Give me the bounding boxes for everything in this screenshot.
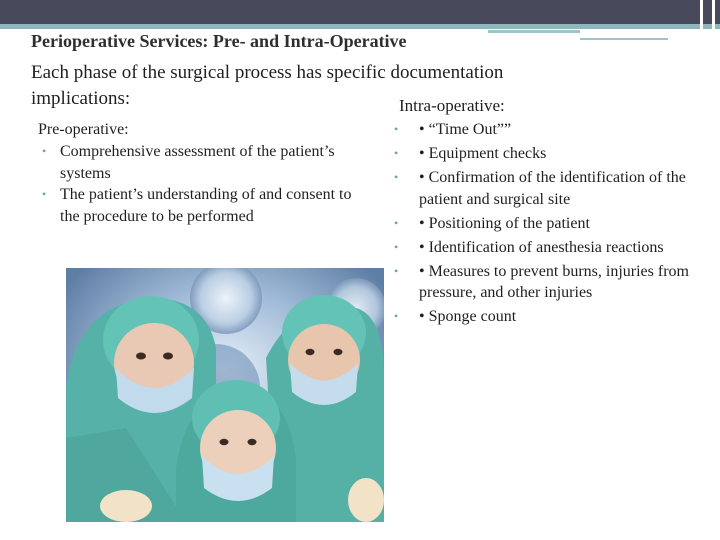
list-item [390, 119, 715, 141]
bullet-icon: • [394, 146, 399, 160]
list-item-text: The patient’s understanding of and consent to the procedure to be performed [60, 186, 352, 225]
list-item-text: • Sponge count [419, 308, 517, 325]
list-item-text: Comprehensive assessment of the patient’s systems [60, 143, 335, 182]
bullet-icon: • [394, 170, 399, 184]
title-underline-segment [488, 30, 580, 33]
list-item [390, 213, 715, 235]
bullet-icon: • [394, 263, 399, 278]
list-item [390, 237, 715, 259]
bullet-icon: • [394, 215, 399, 230]
bullet-icon: • [42, 187, 47, 201]
bullet-icon: • [394, 239, 399, 254]
bullet-icon: • [42, 144, 47, 158]
list-item [38, 141, 368, 184]
list-item-text: • “Time Out”” [419, 121, 512, 138]
top-accent-stripe [0, 24, 720, 29]
list-item-text: • Measures to prevent burns, injuries from pressure, and other injuries [419, 262, 689, 301]
bullet-icon: • [394, 122, 399, 136]
intra-operative-section [390, 95, 715, 330]
surgical-team-photo [66, 268, 384, 522]
pre-operative-list [38, 141, 368, 227]
intra-operative-heading: Intra-operative: [399, 96, 505, 115]
corner-divider [712, 0, 715, 48]
list-item [390, 306, 715, 328]
corner-divider [700, 0, 703, 48]
list-item [390, 167, 715, 210]
pre-operative-section [38, 119, 368, 227]
list-item [390, 261, 715, 304]
list-item-text: • Equipment checks [419, 145, 547, 162]
slide-title: Perioperative Services: Pre- and Intra-Operative [31, 31, 407, 51]
pre-operative-heading: Pre-operative: [38, 121, 129, 138]
list-item-text: • Positioning of the patient [419, 214, 590, 232]
title-underline-segment [580, 38, 668, 40]
top-banner-bar [0, 0, 720, 24]
list-item-text: • Identification of anesthesia reactions [419, 238, 664, 256]
list-item [390, 143, 715, 165]
bullet-icon: • [394, 309, 399, 323]
list-item-text: • Confirmation of the identification of the patient and surgical site [419, 169, 686, 208]
list-item [38, 184, 368, 227]
intra-operative-list [390, 119, 715, 328]
slide-subtitle: Each phase of the surgical process has specific documentation implications: [31, 62, 504, 109]
